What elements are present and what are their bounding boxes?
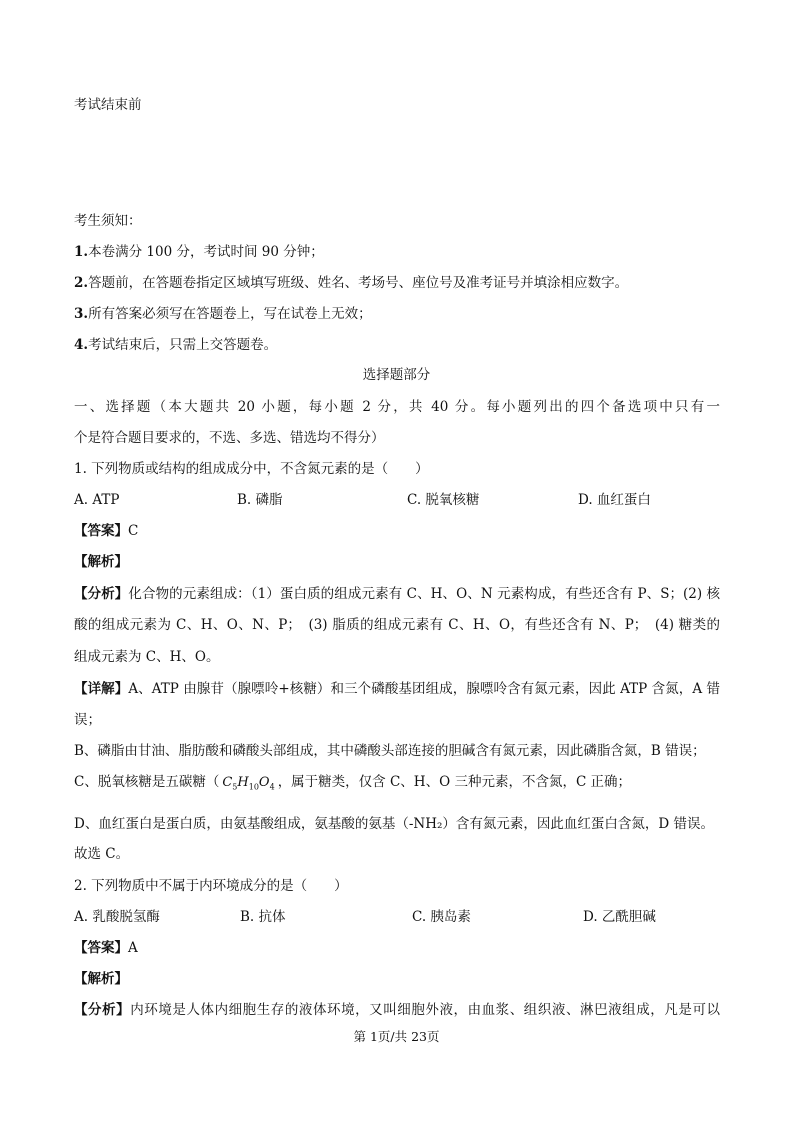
section-title: 选择题部分 (362, 367, 431, 383)
question-1-detail-b: B、磷脂由甘油、脂肪酸和磷酸头部组成，其中磷酸头部连接的胆碱含有氮元素，因此磷脂含氮，B 错误； (74, 743, 706, 759)
detail-label: 【详解】 (74, 681, 129, 697)
notice-item-text: 考试结束后，只需上交答题卷。 (88, 337, 278, 353)
notice-item-2 (74, 274, 628, 292)
question-1-option-d: D. 血红蛋白 (578, 492, 651, 508)
question-1-fenxi-line-1 (74, 585, 720, 603)
question-1-option-c: C. 脱氧核糖 (407, 492, 480, 508)
notice-title: 考生须知： (74, 213, 142, 229)
question-1-analysis-label: 【解析】 (74, 554, 128, 570)
notice-item-num: 4. (74, 337, 89, 353)
question-1-stem: 1. 下列物质或结构的组成成分中，不含氮元素的是（ ） (74, 461, 429, 477)
fenxi-text: 化合物的元素组成：（1）蛋白质的组成元素有 C、H、O、N 元素构成，有些还含有 P、S；(2) 核 (128, 586, 720, 602)
detail-c-pre: C、脱氧核糖是五碳糖（ (74, 774, 220, 790)
answer-value: C (128, 523, 139, 539)
question-1-conclusion: 故选 C。 (74, 846, 130, 862)
question-2-option-a: A. 乳酸脱氢酶 (74, 909, 160, 925)
question-1-fenxi-line-3: 组成元素为 C、H、O。 (74, 649, 220, 665)
question-1-detail-a-line-2: 误； (74, 712, 101, 728)
question-2-answer (74, 939, 138, 957)
detail-text: A、ATP 由腺苷（腺嘌呤+核糖）和三个磷酸基团组成，腺嘌呤含有氮元素，因此 ATP 含氮，A 错 (128, 681, 721, 697)
question-1-detail-c (74, 773, 631, 797)
notice-item-text: 所有答案必须写在答题卷上，写在试卷上无效； (88, 306, 372, 322)
detail-c-post: ，属于糖类，仅含 C、H、O 三种元素，不含氮，C 正确； (277, 774, 632, 790)
page-footer: 第 1页/共 23页 (353, 1029, 440, 1044)
deoxyribose-formula: $C_5H_{10}O_4$ (222, 775, 275, 792)
question-2-analysis-label: 【解析】 (74, 971, 128, 987)
header-text: 考试结束前 (74, 97, 142, 113)
question-2-option-d: D. 乙酰胆碱 (583, 909, 656, 925)
question-1-detail-d: D、血红蛋白是蛋白质，由氨基酸组成，氨基酸的氨基（-NH₂）含有氮元素，因此血红蛋白含氮，D 错误。 (74, 816, 714, 832)
fenxi-text: 内环境是人体内细胞生存的液体环境，又叫细胞外液，由血浆、组织液、淋巴液组成，凡是可以 (130, 1002, 721, 1018)
part-intro-line-2: 个是符合题目要求的，不选、多选、错选均不得分） (74, 430, 385, 446)
fenxi-label: 【分析】 (74, 1002, 131, 1018)
question-2-option-c: C. 胰岛素 (412, 909, 471, 925)
question-1-answer (74, 522, 138, 540)
notice-item-num: 3. (74, 306, 89, 322)
question-1-option-a: A. ATP (74, 492, 120, 508)
question-1-option-b: B. 磷脂 (237, 492, 283, 508)
notice-item-num: 2. (74, 275, 89, 291)
notice-item-text: 答题前，在答题卷指定区域填写班级、姓名、考场号、座位号及准考证号并填涂相应数字。 (88, 275, 629, 291)
question-1-fenxi-line-2: 酸的组成元素为 C、H、O、N、P； (3) 脂质的组成元素有 C、H、O，有些还含有 N、P； (4) 糖类的 (74, 617, 720, 633)
question-2-fenxi-line-1 (74, 1001, 720, 1019)
notice-item-text: 本卷满分 100 分，考试时间 90 分钟； (88, 244, 324, 260)
notice-item-3 (74, 305, 372, 323)
notice-item-1 (74, 243, 324, 261)
question-1-detail-a-line-1 (74, 680, 720, 698)
notice-item-num: 1. (74, 244, 89, 260)
answer-value: A (128, 940, 138, 956)
part-intro-line-1: 一、选择题（本大题共 20 小题，每小题 2 分，共 40 分。每小题列出的四个备选项中只有一 (74, 399, 720, 415)
notice-item-4 (74, 336, 277, 354)
answer-label: 【答案】 (74, 940, 128, 956)
answer-label: 【答案】 (74, 523, 128, 539)
question-2-option-b: B. 抗体 (240, 909, 286, 925)
fenxi-label: 【分析】 (74, 586, 129, 602)
question-2-stem: 2. 下列物质中不属于内环境成分的是（ ） (74, 878, 348, 894)
